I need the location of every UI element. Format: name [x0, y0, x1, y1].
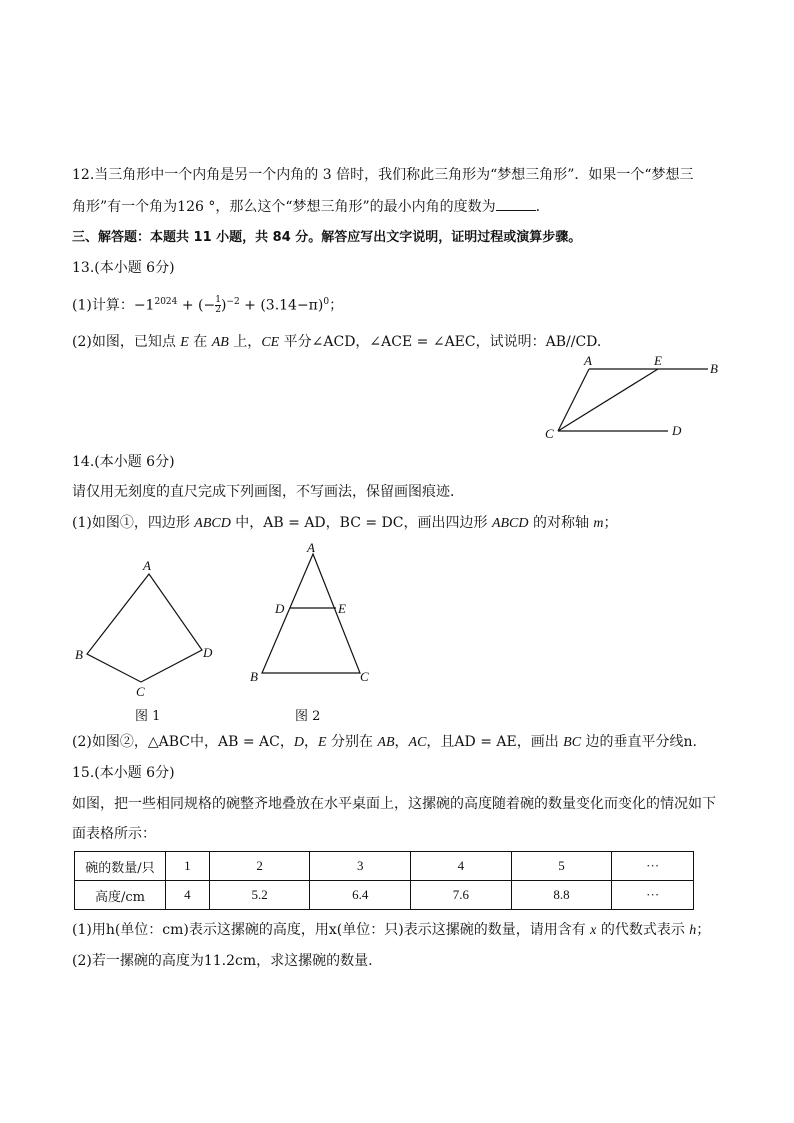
fig1-label-A: A	[143, 558, 151, 573]
q14-p2-AC: AC	[408, 735, 427, 750]
q14-p1-a: (1)如图①，四边形	[72, 515, 195, 531]
fig1-label-C: C	[136, 684, 145, 699]
q13-p1-close: )	[220, 297, 227, 314]
q13-label-C: C	[545, 426, 554, 441]
q13-frac-num: 1	[215, 295, 221, 306]
q12-line2-end: .	[535, 199, 541, 215]
q13-p1-prefix: (1)计算：−1	[72, 297, 155, 314]
q14-p1-d: ；	[603, 515, 618, 531]
q14-p2-sep2: ，	[394, 734, 409, 750]
q13-p1-exp1: 2024	[154, 297, 178, 307]
table-cell: 6.4	[310, 881, 411, 910]
q13-p2-CE: CE	[261, 335, 280, 350]
q13-p2-b: 在	[188, 334, 212, 350]
table-cell: 4	[166, 881, 210, 910]
kite-ABCD	[87, 574, 202, 682]
q14-p2-D: D	[293, 735, 304, 750]
table-cell: ···	[612, 881, 694, 910]
fig2-label-E: E	[338, 601, 346, 616]
q13-part1	[72, 292, 343, 316]
q14-p1-m: m	[593, 516, 604, 531]
q15-p1-b: 的代数式表示	[596, 922, 690, 938]
q13-p1-exp2: −2	[226, 297, 240, 307]
fig2-label-C: C	[360, 669, 369, 684]
table-row	[75, 852, 694, 881]
table-cell: 5	[511, 852, 612, 881]
q14-title: 14.(本小题 6分)	[72, 454, 175, 470]
q14-p2-sep: ，	[303, 734, 318, 750]
q13-label-A: A	[584, 353, 592, 368]
table-cell: 7.6	[411, 881, 512, 910]
q13-p2-E: E	[180, 335, 189, 350]
q15-intro-line2: 面表格所示：	[72, 826, 156, 842]
q15-title: 15.(本小题 6分)	[72, 765, 175, 781]
q13-p2-AB: AB	[211, 335, 229, 350]
q14-p2-E: E	[317, 735, 327, 750]
q15-p1-c: ；	[696, 922, 711, 938]
fig2-caption: 图 2	[295, 709, 321, 724]
table-cell: 5.2	[209, 881, 310, 910]
table-cell: ···	[612, 852, 694, 881]
q14-p2-BC: BC	[563, 735, 582, 750]
q12-line2-text: 角形”有一个角为126 °，那么这个“梦想三角形”的最小内角的度数为	[72, 199, 496, 215]
q15-p1-x: x	[590, 923, 597, 938]
q13-p1-exp3: 0	[323, 297, 330, 307]
fig1-label-B: B	[75, 647, 83, 662]
q13-p2-d: 平分∠ACD，∠ACE = ∠AEC，试说明：AB//CD.	[279, 334, 602, 350]
q13-p1-tail: + (3.14−π)	[239, 297, 324, 314]
q14-figure-2	[245, 540, 385, 725]
fig1-label-D: D	[203, 645, 213, 660]
table-cell: 4	[411, 852, 512, 881]
q15-part1	[72, 920, 710, 941]
q15-intro-line1: 如图，把一些相同规格的碗整齐地叠放在水平桌面上，这摞碗的高度随着碗的数量变化而变化的情况如下	[72, 796, 716, 812]
q14-p1-b: 中，AB = AD，BC = DC，画出四边形	[230, 515, 492, 531]
q13-p1-mid: + (−	[177, 297, 216, 314]
q12-line2	[72, 197, 540, 217]
q14-p1-ABCD2: ABCD	[491, 516, 529, 531]
table-row	[75, 881, 694, 910]
q13-label-E: E	[654, 353, 662, 368]
q15-p1-a: (1)用h(单位：cm)表示这摞碗的高度，用x(单位：只)表示这摞碗的数量，请用含有	[72, 922, 591, 938]
q14-p1-c: 的对称轴	[528, 515, 594, 531]
fig1-caption: 图 1	[135, 709, 161, 724]
table-cell: 2	[209, 852, 310, 881]
q13-p1-end: ；	[329, 297, 344, 314]
table-cell: 1	[166, 852, 210, 881]
q13-figure	[540, 352, 730, 442]
bowl-height-table	[74, 851, 694, 910]
q14-p2-a: (2)如图②，△ABC中，AB = AC，	[72, 734, 294, 750]
q13-p2-c: 上，	[228, 334, 262, 350]
q14-p2-AB: AB	[377, 735, 395, 750]
q14-p2-b: 分别在	[326, 734, 378, 750]
q13-title: 13.(本小题 6分)	[72, 260, 175, 276]
q14-p2-d: 边的垂直平分线n.	[581, 734, 697, 750]
q12-line1: 12.当三角形中一个内角是另一个内角的 3 倍时，我们称此三角形为“梦想三角形”．如果一个“梦想三	[72, 167, 694, 183]
q13-label-D: D	[672, 423, 682, 438]
q14-part2	[72, 732, 697, 753]
table-cell: 3	[310, 852, 411, 881]
table-row-header: 高度/cm	[75, 881, 166, 910]
q14-figure-1	[70, 555, 230, 725]
q14-intro: 请仅用无刻度的直尺完成下列画图，不写画法，保留画图痕迹．	[72, 484, 464, 500]
table-row-header: 碗的数量/只	[75, 852, 166, 881]
q15-part2: (2)若一摞碗的高度为11.2cm，求这摞碗的数量.	[72, 953, 373, 969]
q15-p1-h: h	[689, 923, 697, 938]
q13-part2	[72, 332, 601, 353]
answer-blank[interactable]	[496, 198, 536, 211]
q14-p1-ABCD: ABCD	[194, 516, 231, 531]
section-3-heading: 三、解答题：本题共 11 小题，共 84 分。解答应写出文字说明，证明过程或演算步骤。	[72, 230, 582, 245]
q13-label-B: B	[710, 361, 718, 376]
fig2-label-A: A	[307, 540, 315, 555]
q13-p2-a: (2)如图，已知点	[72, 334, 181, 350]
table-cell: 8.8	[511, 881, 612, 910]
fig2-label-D: D	[275, 601, 285, 616]
q13-frac-den: 2	[215, 305, 221, 316]
q14-part1	[72, 513, 618, 534]
fig2-label-B: B	[250, 669, 258, 684]
q14-p2-c: ，且AD = AE，画出	[426, 734, 564, 750]
